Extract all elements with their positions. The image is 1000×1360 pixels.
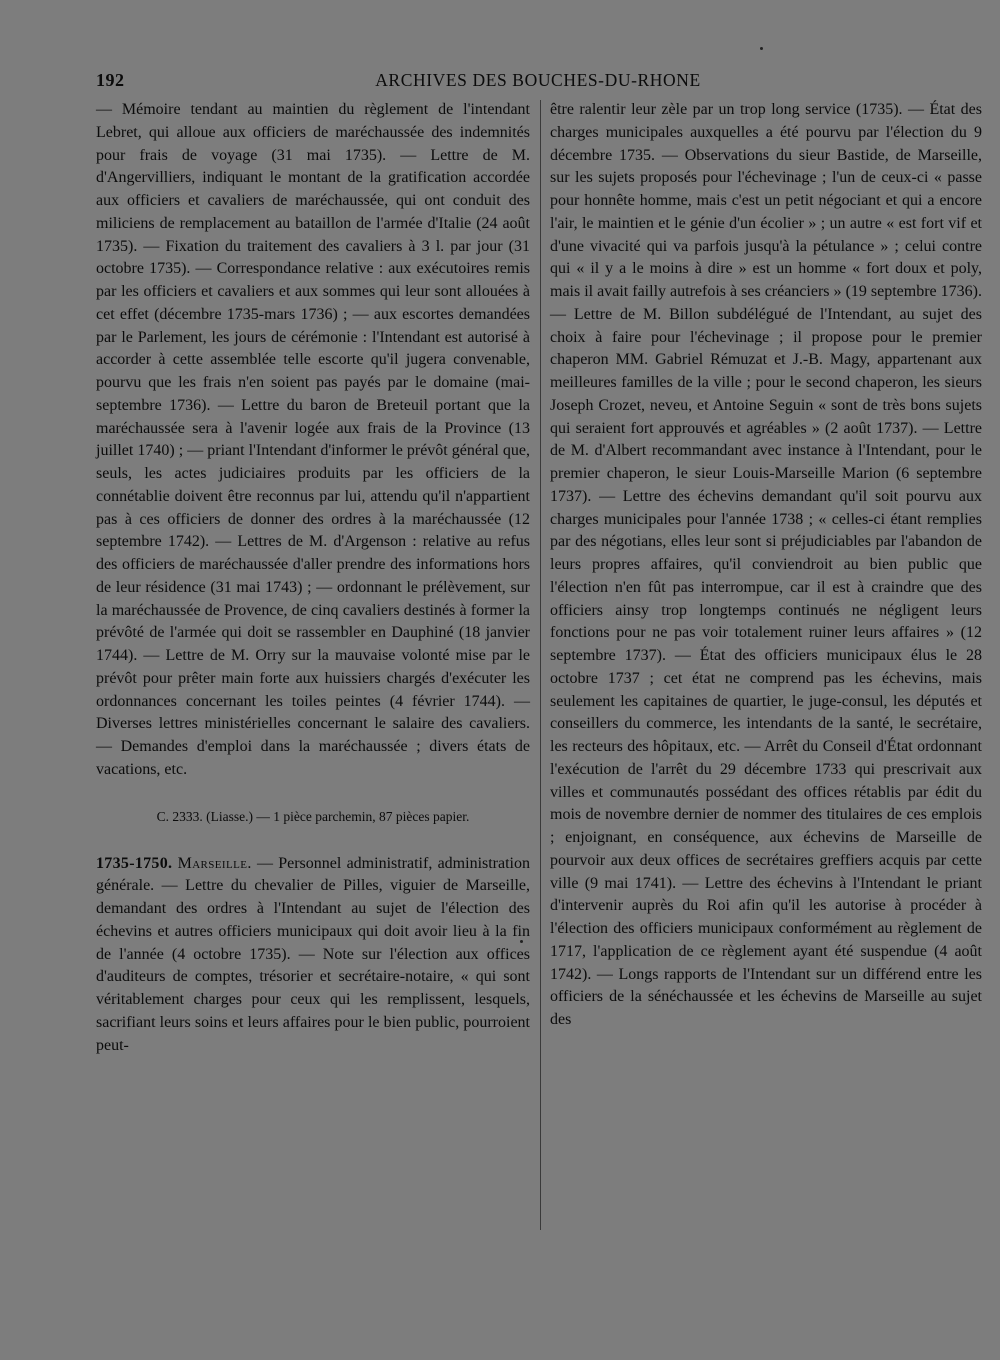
scan-speck	[760, 47, 763, 50]
marseille-entry	[96, 853, 530, 1058]
left-column	[96, 99, 530, 1057]
archive-cote: C. 2333. (Liasse.) — 1 pièce parchemin, 87 pièces papier.	[156, 808, 470, 824]
entry-place: Marseille.	[177, 854, 252, 872]
running-title: ARCHIVES DES BOUCHES-DU-RHONE	[375, 70, 701, 90]
scan-speck	[520, 940, 523, 943]
entry-text: — Personnel administratif, administration générale. — Lettre du chevalier de Pilles, viguier de Marseille, demandant des ordres à l'Intendant au sujet de l'élection des échevins et autres officiers municipaux qui doit avoir lieu à la fin de l'année (4 octobre 1735). — Note sur l'élection aux offices d'auditeurs de comptes, trésorier et secrétaire-notaire, « qui sont véritablement charges pour ceux qui les remplissent, lesquels, sacrifiant leurs soins et leurs affaires pour le bien public, pourroient peut-	[96, 854, 531, 1054]
memoire-paragraph: — Mémoire tendant au maintien du règlement de l'intendant Lebret, qui alloue aux officiers de maréchaussée des indemnités pour frais de voyage (31 mai 1735). — Lettre de M. d'Angervilliers, indiquant le montant de la gratification accordée aux officiers et cavaliers de maréchaussée, qui ont conduit des miliciens de remplacement au bataillon de l'armée d'Italie (24 août 1735). — Fixation du traitement des cavaliers à 3 l. par jour (31 octobre 1735). — Correspondance relative : aux exécutoires remis par les officiers et cavaliers et aux sommes qui leur sont allouées à cet effet (décembre 1735-mars 1736) ; — aux escortes demandées par le Parlement, les jours de cérémonie : l'Intendant est autorisé à accorder à cette assemblée telle escorte qu'il jugera convenable, pourvu que les frais n'en soient pas payés par le domaine (mai-septembre 1736). — Lettre du baron de Breteuil portant que la maréchaussée sera à l'avenir logée aux frais de la Province (13 juillet 1740) ; — priant l'Intendant d'informer le prévôt général que, seuls, les actes judiciaires produits par les officiers de la connétablie doivent être reconnus par lui, attendu qu'il n'appartient pas à ces officiers de donner des ordres à la maréchaussée (12 septembre 1742). — Lettres de M. d'Argenson : relative au refus des officiers de maréchaussée d'aller prendre des informations hors de leur résidence (31 mai 1743) ; — ordonnant le prélèvement, sur la maréchaussée de Provence, de cinq cavaliers destinés à former la prévôté de l'armée qui doit se rassembler en Dauphiné (18 janvier 1744). — Lettre de M. Orry sur la mauvaise volonté mise par le prévôt pour prêter main forte aux huissiers chargés d'exécuter les ordonnances concernant les toiles peintes (4 février 1744). — Diverses lettres ministérielles concernant le salaire des cavaliers. — Demandes d'emploi dans la maréchaussée ; divers états de vacations, etc.	[96, 101, 530, 778]
page-number: 192	[96, 70, 125, 90]
entry-date: 1735-1750.	[96, 854, 173, 872]
right-column-text: être ralentir leur zèle par un trop long service (1735). — État des charges municipales auxquelles a été pourvu par l'élection du 9 décembre 1735. — Observations du sieur Bastide, de Marseille, sur les sujets proposés pour l'échevinage ; l'un de ceux-ci « passe pour honnête homme, mais c'est un petit négociant et qui a encore l'air, le maintien et le génie d'un écolier » ; un autre « est fort vif et d'une vivacité qui va parfois jusqu'à la pétulance » ; celui contre qui « il y a le moins à dire » est un homme « fort doux et poly, mais il avait failly autrefois à ses créanciers » (19 septembre 1736). — Lettre de M. Billon subdélégué de l'Intendant, au sujet des choix à faire pour l'échevinage ; il propose pour le premier chaperon MM. Gabriel Rémuzat et J.-B. Magy, appartenant aux meilleures familles de la ville ; pour le second chaperon, les sieurs Joseph Crozet, neveu, et Antoine Seguin « sont de très bons sujets qui seraient fort approuvés et agréables » (2 août 1737). — Lettre de M. d'Albert recommandant avec instance à l'Intendant, pour le premier chaperon, le sieur Louis-Marseille Marion (6 septembre 1737). — Lettre des échevins demandant qu'il soit pourvu aux charges municipales pour l'année 1738 ; « celles-ci étant remplies par des négotians, elles leur sont si préjudiciables par l'abandon de leurs propres affaires, qu'il conviendroit au bien public que l'élection n'en fût pas interrompue, car il est à craindre que des officiers ainsy trop longtemps continués ne négligent leurs fonctions pour ne pas voir totalement ruiner leurs affaires » (12 septembre 1737). — État des officiers municipaux élus le 28 octobre 1737 ; cet état ne comprend pas les échevins, mais seulement les capitaines de quartier, le juge-consul, les députés et conseillers du commerce, les intendants de la santé, le secrétaire, les recteurs des hôpitaux, etc. — Arrêt du Conseil d'État ordonnant l'exécution de l'arrêt du 29 décembre 1733 qui prescrivait aux villes et communautés possédant des offices rétablis par édit du mois de novembre dernier de nommer des titulaires de ces emplois ; enjoignant, en conséquence, aux échevins de Marseille de pourvoir aux deux offices de secrétaires greffiers acquis par cette ville (9 mai 1741). — Lettre des échevins à l'Intendant le priant d'intervenir auprès du Roi afin qu'il les autorise à procéder à l'élection des officiers municipaux conformément au règlement de 1717, l'application de ce règlement ayant été suspendue (4 août 1742). — Longs rapports de l'Intendant sur un différend entre les officiers de la sénéchaussée et les échevins de Marseille au sujet des	[550, 101, 982, 1028]
column-divider	[540, 100, 541, 1230]
right-column	[550, 99, 982, 1032]
page-header	[96, 70, 980, 94]
